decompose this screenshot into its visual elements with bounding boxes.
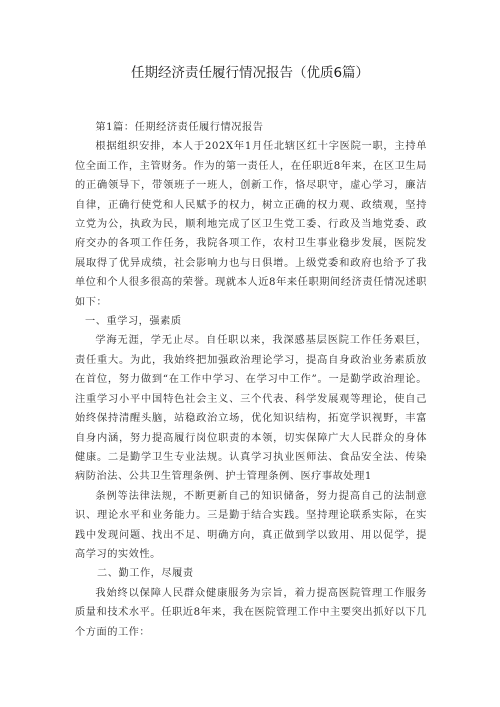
body-paragraph: 条例等法律法规，不断更新自己的知识储备，努力提高自己的法制意识、理论水平和业务能力。三是勤于结合实践。坚持理论联系实际，在实践中发现问题、找出不足、明确方向，真正做到学以致用、用以促学，提高学习的实效性。 xyxy=(75,490,427,560)
body-paragraph: 我始终以保障人民群众健康服务为宗旨，着力提高医院管理工作服务质量和技术水平。任职近8年来，我在医院管理工作中主要突出抓好以下几个方面的工作： xyxy=(75,587,427,638)
section-heading: 一、重学习，强素质 xyxy=(85,316,182,328)
body-paragraph: 根据组织安排，本人于202X年1月任北辖区红十字医院一职，主持单位全面工作，主管财务。作为的第一责任人，在任职近8年来，在区卫生局的正确领导下，带领班子一班人，创新工作，恪尽职守，虚心学习，廉洁自律，正确行使党和人民赋予的权力，树立正确的权力观、政绩观，坚持立党为公，执政为民，顺利地完成了区卫生党工委、行政及当地党委、政府交办的各项工作任务，我院各项工作，农村卫生事业稳步发展，医院发展取得了优异成绩，社会影响力也与日俱增。上级党委和政府也给予了我单位和个人很多很高的荣誉。现就本人近8年来任职期间经济责任情况述职如下： xyxy=(75,141,427,308)
article-heading: 第1篇：任期经济责任履行情况报告 xyxy=(95,122,264,133)
document-body xyxy=(75,118,427,642)
document-title: 任期经济责任履行情况报告（优质6篇） xyxy=(130,65,370,81)
body-paragraph: 学海无涯，学无止尽。自任职以来，我深感基层医院工作任务艰巨，责任重大。为此，我始终把加强政治理论学习，提高自身政治业务素质放在首位，努力做到“在工作中学习、在学习中工作”。一是勤学政治理论。注重学习小平中国特色社会主义、三个代表、科学发展观等理论，使自己始终保持清醒头脑，站稳政治立场，优化知识结构，拓宽学识视野，丰富自身内涵，努力提高履行岗位职责的本领，切实保障广大人民群众的身体健康。二是勤学卫生专业法规。认真学习执业医师法、食品安全法、传染病防治法、公共卫生管理条例、护士管理条例、医疗事故处理1 xyxy=(75,335,427,483)
section-heading: 二、勤工作，尽履责 xyxy=(97,568,194,580)
